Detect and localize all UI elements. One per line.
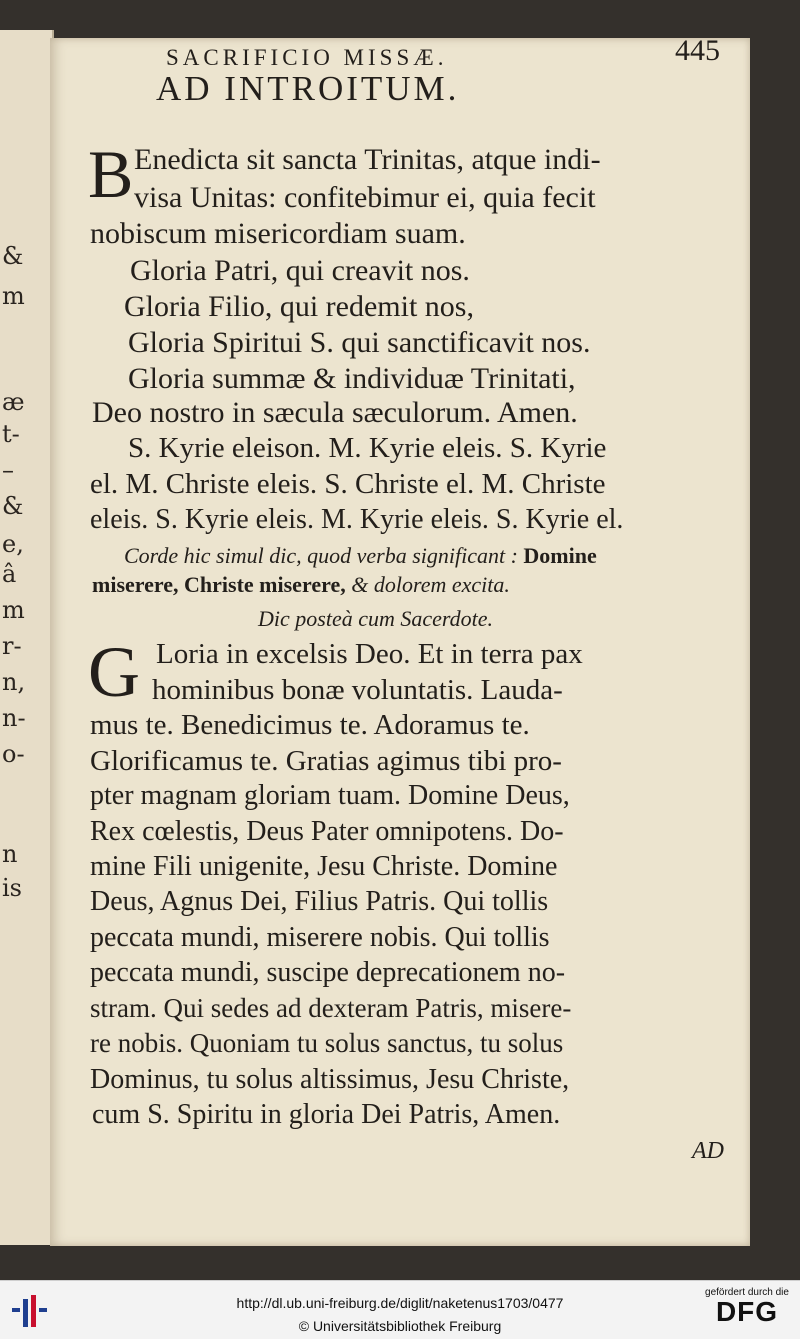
text-line: Gloria summæ & individuæ Trinitati, [128,362,576,395]
facing-page-edge [0,30,54,1245]
catchword: AD [692,1138,724,1164]
text-line: peccata mundi, miserere nobis. Qui tollis [90,922,550,953]
text-line: hominibus bonæ voluntatis. Lauda- [152,674,563,706]
text-line: el. M. Christe eleis. S. Christe el. M. Christe [90,468,606,500]
text-line: Gloria Filio, qui redemit nos, [124,290,474,323]
margin-fragment: is [2,874,22,902]
text-line: Enedicta sit sancta Trinitas, atque indi- [134,143,601,176]
text-line: cum S. Spiritu in gloria Dei Patris, Amen. [92,1099,561,1130]
margin-fragment: n [2,840,18,868]
page-number: 445 [675,34,720,67]
text-line: mus te. Benedicimus te. Adoramus te. [90,709,530,741]
margin-fragment: n, [2,668,26,696]
permalink-url[interactable]: http://dl.ub.uni-freiburg.de/diglit/naketenus1703/0477 [236,1295,564,1311]
margin-fragment: e, [2,530,24,558]
margin-fragment: t- [2,420,20,448]
rubric-italic: & dolorem excita. [351,572,510,597]
text-line: Dominus, tu solus altissimus, Jesu Christe, [90,1064,570,1095]
text-line: Rex cœlestis, Deus Pater omnipotens. Do- [90,816,564,847]
drop-cap-b: B [88,136,134,212]
running-head: SACRIFICIO MISSÆ. [166,45,448,70]
margin-fragment: o- [2,740,25,768]
margin-fragment: n- [2,704,26,732]
dfg-logo [702,1287,792,1335]
drop-cap-g: G [88,632,140,712]
margin-fragment: & [2,242,24,270]
text-line: pter magnam gloriam tuam. Domine Deus, [90,780,570,811]
rubric-italic: Corde hic simul dic, quod verba significant : [124,543,518,568]
text-line: re nobis. Quoniam tu solus sanctus, tu solus [90,1028,564,1058]
margin-fragment: r- [2,632,22,660]
margin-fragment: â [2,560,17,588]
rubric-line [92,574,510,596]
margin-fragment: m [2,282,25,310]
section-title: AD INTROITUM. [156,69,460,108]
margin-fragment: æ [2,388,25,416]
copyright-notice: © Universitätsbibliothek Freiburg [298,1318,502,1334]
rubric-roman: miserere, Christe miserere, [92,572,346,597]
margin-fragment: m [2,596,25,624]
text-line: Gloria Patri, qui creavit nos. [130,254,470,287]
text-line: Glorificamus te. Gratias agimus tibi pro- [90,745,562,777]
rubric-line [124,545,597,567]
dfg-funding-note: gefördert durch die [705,1287,789,1298]
dfg-wordmark: DFG [715,1296,779,1327]
margin-fragment: & [2,492,24,520]
text-line: Deo nostro in sæcula sæculorum. Amen. [92,396,578,429]
text-line: mine Fili unigenite, Jesu Christe. Domine [90,851,558,882]
text-line: Deus, Agnus Dei, Filius Patris. Qui tollis [90,886,549,917]
text-line: visa Unitas: confitebimur ei, quia fecit [134,181,596,214]
text-line: Gloria Spiritui S. qui sanctificavit nos. [128,326,591,359]
text-line: peccata mundi, suscipe deprecationem no- [90,957,566,988]
text-line: S. Kyrie eleison. M. Kyrie eleis. S. Kyrie [128,432,607,464]
text-line: Loria in excelsis Deo. Et in terra pax [156,638,583,670]
text-line: stram. Qui sedes ad dexteram Patris, misere- [90,993,572,1023]
text-line: nobiscum misericordiam suam. [90,217,466,250]
viewer-footer [0,1280,800,1339]
rubric-instruction: Dic posteà cum Sacerdote. [258,606,494,631]
text-line: eleis. S. Kyrie eleis. M. Kyrie eleis. S. Kyrie el. [90,504,624,535]
rubric-roman: Domine [523,543,597,568]
margin-fragment: – [2,456,14,484]
